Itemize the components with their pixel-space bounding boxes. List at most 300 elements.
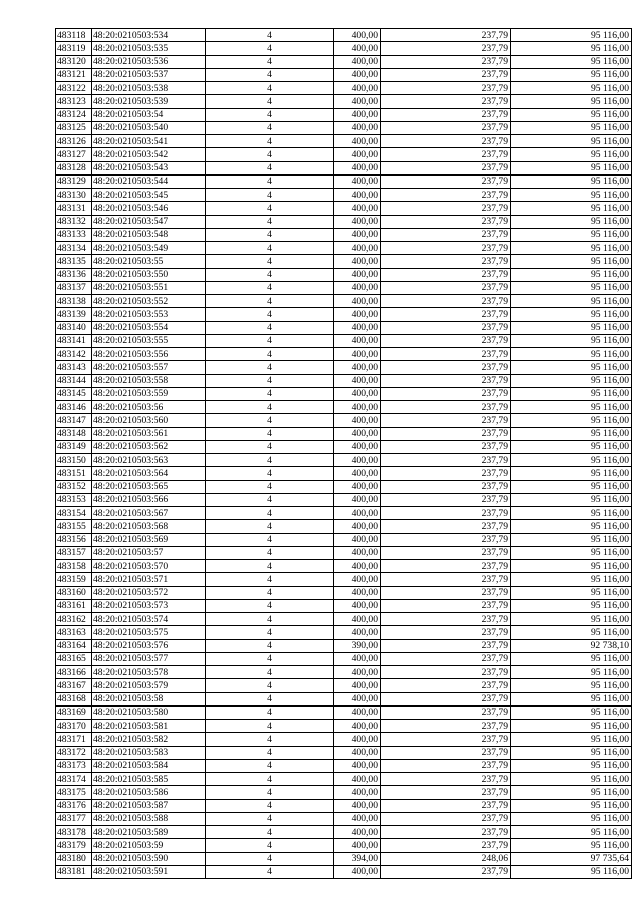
- area-value: 400,00: [334, 626, 381, 639]
- unit-rate: 237,79: [381, 826, 511, 839]
- category-code: 4: [206, 374, 334, 387]
- table-row: [56, 746, 632, 759]
- table-row: [56, 374, 632, 387]
- area-value: 400,00: [334, 148, 381, 161]
- category-code: 4: [206, 255, 334, 268]
- unit-rate: 237,79: [381, 679, 511, 692]
- row-number: 483121: [56, 68, 92, 81]
- area-value: 400,00: [334, 68, 381, 81]
- row-number: 483123: [56, 95, 92, 108]
- total-value: 95 116,00: [511, 720, 632, 733]
- category-code: 4: [206, 493, 334, 506]
- area-value: 400,00: [334, 560, 381, 573]
- row-number: 483130: [56, 189, 92, 202]
- area-value: 400,00: [334, 733, 381, 746]
- area-value: 400,00: [334, 720, 381, 733]
- area-value: 400,00: [334, 799, 381, 812]
- category-code: 4: [206, 733, 334, 746]
- row-number: 483161: [56, 599, 92, 612]
- category-code: 4: [206, 148, 334, 161]
- table-row: [56, 440, 632, 453]
- total-value: 95 116,00: [511, 826, 632, 839]
- category-code: 4: [206, 68, 334, 81]
- total-value: 95 116,00: [511, 865, 632, 878]
- row-number: 483147: [56, 414, 92, 427]
- category-code: 4: [206, 95, 334, 108]
- cadastral-number: 48:20:0210503:536: [92, 55, 206, 68]
- row-number: 483148: [56, 427, 92, 440]
- row-number: 483132: [56, 215, 92, 228]
- area-value: 400,00: [334, 215, 381, 228]
- cadastral-number: 48:20:0210503:587: [92, 799, 206, 812]
- cadastral-number: 48:20:0210503:544: [92, 175, 206, 189]
- area-value: 400,00: [334, 586, 381, 599]
- cadastral-number: 48:20:0210503:59: [92, 839, 206, 852]
- total-value: 95 116,00: [511, 255, 632, 268]
- category-code: 4: [206, 268, 334, 281]
- table-row: [56, 520, 632, 533]
- total-value: 95 116,00: [511, 427, 632, 440]
- total-value: 95 116,00: [511, 295, 632, 308]
- row-number: 483154: [56, 507, 92, 520]
- category-code: 4: [206, 652, 334, 665]
- row-number: 483165: [56, 652, 92, 665]
- row-number: 483171: [56, 733, 92, 746]
- unit-rate: 237,79: [381, 334, 511, 347]
- cadastral-number: 48:20:0210503:539: [92, 95, 206, 108]
- total-value: 95 116,00: [511, 679, 632, 692]
- category-code: 4: [206, 626, 334, 639]
- area-value: 400,00: [334, 652, 381, 665]
- cadastral-number: 48:20:0210503:552: [92, 295, 206, 308]
- cadastral-number: 48:20:0210503:54: [92, 108, 206, 121]
- row-number: 483157: [56, 546, 92, 559]
- category-code: 4: [206, 361, 334, 374]
- total-value: 95 116,00: [511, 175, 632, 189]
- unit-rate: 237,79: [381, 414, 511, 427]
- category-code: 4: [206, 215, 334, 228]
- row-number: 483120: [56, 55, 92, 68]
- area-value: 400,00: [334, 467, 381, 480]
- total-value: 95 116,00: [511, 573, 632, 586]
- category-code: 4: [206, 135, 334, 148]
- category-code: 4: [206, 692, 334, 706]
- row-number: 483158: [56, 560, 92, 573]
- cadastral-number: 48:20:0210503:558: [92, 374, 206, 387]
- total-value: 95 116,00: [511, 560, 632, 573]
- table-row: [56, 626, 632, 639]
- category-code: 4: [206, 812, 334, 825]
- area-value: 400,00: [334, 108, 381, 121]
- table-row: [56, 414, 632, 427]
- table-row: [56, 586, 632, 599]
- area-value: 400,00: [334, 55, 381, 68]
- total-value: 95 116,00: [511, 348, 632, 361]
- row-number: 483151: [56, 467, 92, 480]
- unit-rate: 237,79: [381, 202, 511, 215]
- category-code: 4: [206, 773, 334, 786]
- unit-rate: 237,79: [381, 82, 511, 95]
- unit-rate: 237,79: [381, 666, 511, 679]
- area-value: 400,00: [334, 268, 381, 281]
- cadastral-number: 48:20:0210503:547: [92, 215, 206, 228]
- total-value: 95 116,00: [511, 546, 632, 559]
- row-number: 483164: [56, 639, 92, 652]
- category-code: 4: [206, 679, 334, 692]
- cadastral-number: 48:20:0210503:549: [92, 242, 206, 255]
- row-number: 483175: [56, 786, 92, 799]
- category-code: 4: [206, 82, 334, 95]
- total-value: 95 116,00: [511, 440, 632, 453]
- area-value: 400,00: [334, 440, 381, 453]
- row-number: 483128: [56, 161, 92, 175]
- row-number: 483152: [56, 480, 92, 493]
- unit-rate: 237,79: [381, 706, 511, 720]
- area-value: 400,00: [334, 706, 381, 720]
- unit-rate: 237,79: [381, 42, 511, 55]
- area-value: 400,00: [334, 202, 381, 215]
- category-code: 4: [206, 321, 334, 334]
- row-number: 483176: [56, 799, 92, 812]
- total-value: 95 116,00: [511, 161, 632, 175]
- row-number: 483133: [56, 228, 92, 241]
- area-value: 400,00: [334, 546, 381, 559]
- category-code: 4: [206, 467, 334, 480]
- unit-rate: 237,79: [381, 533, 511, 546]
- cadastral-number: 48:20:0210503:566: [92, 493, 206, 506]
- unit-rate: 237,79: [381, 29, 511, 42]
- cadastral-number: 48:20:0210503:591: [92, 865, 206, 878]
- table-row: [56, 493, 632, 506]
- table-row: [56, 202, 632, 215]
- area-value: 400,00: [334, 255, 381, 268]
- row-number: 483163: [56, 626, 92, 639]
- category-code: 4: [206, 666, 334, 679]
- total-value: 95 116,00: [511, 135, 632, 148]
- table-row: [56, 706, 632, 720]
- total-value: 95 116,00: [511, 281, 632, 294]
- unit-rate: 237,79: [381, 95, 511, 108]
- cadastral-number: 48:20:0210503:572: [92, 586, 206, 599]
- category-code: 4: [206, 586, 334, 599]
- unit-rate: 237,79: [381, 281, 511, 294]
- total-value: 95 116,00: [511, 586, 632, 599]
- category-code: 4: [206, 639, 334, 652]
- cadastral-number: 48:20:0210503:534: [92, 29, 206, 42]
- table-row: [56, 599, 632, 612]
- table-row: [56, 454, 632, 467]
- area-value: 400,00: [334, 374, 381, 387]
- cadastral-number: 48:20:0210503:581: [92, 720, 206, 733]
- row-number: 483131: [56, 202, 92, 215]
- cadastral-number: 48:20:0210503:56: [92, 401, 206, 414]
- category-code: 4: [206, 440, 334, 453]
- row-number: 483167: [56, 679, 92, 692]
- total-value: 95 116,00: [511, 652, 632, 665]
- row-number: 483156: [56, 533, 92, 546]
- row-number: 483137: [56, 281, 92, 294]
- table-row: [56, 692, 632, 706]
- category-code: 4: [206, 242, 334, 255]
- parcel-valuation-table: [55, 28, 632, 879]
- area-value: 400,00: [334, 161, 381, 175]
- unit-rate: 237,79: [381, 493, 511, 506]
- total-value: 95 116,00: [511, 55, 632, 68]
- total-value: 95 116,00: [511, 374, 632, 387]
- cadastral-number: 48:20:0210503:542: [92, 148, 206, 161]
- cadastral-number: 48:20:0210503:563: [92, 454, 206, 467]
- unit-rate: 237,79: [381, 361, 511, 374]
- cadastral-number: 48:20:0210503:551: [92, 281, 206, 294]
- category-code: 4: [206, 161, 334, 175]
- total-value: 95 116,00: [511, 189, 632, 202]
- table-body: [56, 29, 632, 879]
- category-code: 4: [206, 228, 334, 241]
- table-row: [56, 308, 632, 321]
- table-row: [56, 68, 632, 81]
- cadastral-number: 48:20:0210503:575: [92, 626, 206, 639]
- total-value: 95 116,00: [511, 308, 632, 321]
- total-value: 95 116,00: [511, 68, 632, 81]
- category-code: 4: [206, 334, 334, 347]
- category-code: 4: [206, 865, 334, 878]
- table-row: [56, 812, 632, 825]
- row-number: 483144: [56, 374, 92, 387]
- category-code: 4: [206, 427, 334, 440]
- category-code: 4: [206, 533, 334, 546]
- row-number: 483134: [56, 242, 92, 255]
- unit-rate: 237,79: [381, 573, 511, 586]
- table-row: [56, 652, 632, 665]
- table-row: [56, 148, 632, 161]
- row-number: 483172: [56, 746, 92, 759]
- total-value: 95 116,00: [511, 706, 632, 720]
- area-value: 400,00: [334, 599, 381, 612]
- area-value: 400,00: [334, 281, 381, 294]
- cadastral-number: 48:20:0210503:565: [92, 480, 206, 493]
- row-number: 483145: [56, 387, 92, 400]
- area-value: 400,00: [334, 520, 381, 533]
- cadastral-number: 48:20:0210503:535: [92, 42, 206, 55]
- unit-rate: 237,79: [381, 374, 511, 387]
- table-row: [56, 427, 632, 440]
- unit-rate: 237,79: [381, 427, 511, 440]
- total-value: 95 116,00: [511, 493, 632, 506]
- total-value: 95 116,00: [511, 202, 632, 215]
- table-row: [56, 467, 632, 480]
- total-value: 95 116,00: [511, 786, 632, 799]
- table-row: [56, 135, 632, 148]
- row-number: 483149: [56, 440, 92, 453]
- area-value: 400,00: [334, 228, 381, 241]
- unit-rate: 237,79: [381, 865, 511, 878]
- row-number: 483139: [56, 308, 92, 321]
- total-value: 95 116,00: [511, 520, 632, 533]
- table-row: [56, 401, 632, 414]
- table-row: [56, 560, 632, 573]
- cadastral-number: 48:20:0210503:567: [92, 507, 206, 520]
- table-row: [56, 29, 632, 42]
- row-number: 483135: [56, 255, 92, 268]
- cadastral-number: 48:20:0210503:546: [92, 202, 206, 215]
- row-number: 483126: [56, 135, 92, 148]
- area-value: 400,00: [334, 82, 381, 95]
- total-value: 95 116,00: [511, 42, 632, 55]
- total-value: 95 116,00: [511, 599, 632, 612]
- unit-rate: 237,79: [381, 175, 511, 189]
- table-row: [56, 773, 632, 786]
- total-value: 95 116,00: [511, 733, 632, 746]
- category-code: 4: [206, 826, 334, 839]
- category-code: 4: [206, 202, 334, 215]
- total-value: 95 116,00: [511, 507, 632, 520]
- unit-rate: 237,79: [381, 401, 511, 414]
- cadastral-number: 48:20:0210503:577: [92, 652, 206, 665]
- row-number: 483174: [56, 773, 92, 786]
- category-code: 4: [206, 706, 334, 720]
- cadastral-number: 48:20:0210503:58: [92, 692, 206, 706]
- area-value: 400,00: [334, 692, 381, 706]
- total-value: 95 116,00: [511, 692, 632, 706]
- category-code: 4: [206, 175, 334, 189]
- table-row: [56, 82, 632, 95]
- unit-rate: 237,79: [381, 586, 511, 599]
- cadastral-number: 48:20:0210503:564: [92, 467, 206, 480]
- area-value: 400,00: [334, 533, 381, 546]
- cadastral-number: 48:20:0210503:588: [92, 812, 206, 825]
- area-value: 400,00: [334, 189, 381, 202]
- area-value: 400,00: [334, 865, 381, 878]
- cadastral-number: 48:20:0210503:579: [92, 679, 206, 692]
- area-value: 400,00: [334, 29, 381, 42]
- row-number: 483150: [56, 454, 92, 467]
- category-code: 4: [206, 55, 334, 68]
- area-value: 400,00: [334, 493, 381, 506]
- total-value: 95 116,00: [511, 321, 632, 334]
- table-row: [56, 242, 632, 255]
- table-row: [56, 720, 632, 733]
- table-row: [56, 348, 632, 361]
- row-number: 483166: [56, 666, 92, 679]
- cadastral-number: 48:20:0210503:556: [92, 348, 206, 361]
- row-number: 483129: [56, 175, 92, 189]
- unit-rate: 237,79: [381, 507, 511, 520]
- cadastral-number: 48:20:0210503:541: [92, 135, 206, 148]
- cadastral-number: 48:20:0210503:589: [92, 826, 206, 839]
- unit-rate: 237,79: [381, 228, 511, 241]
- row-number: 483169: [56, 706, 92, 720]
- area-value: 400,00: [334, 480, 381, 493]
- cadastral-number: 48:20:0210503:557: [92, 361, 206, 374]
- category-code: 4: [206, 520, 334, 533]
- table-row: [56, 334, 632, 347]
- category-code: 4: [206, 573, 334, 586]
- total-value: 95 116,00: [511, 387, 632, 400]
- category-code: 4: [206, 42, 334, 55]
- cadastral-number: 48:20:0210503:545: [92, 189, 206, 202]
- unit-rate: 237,79: [381, 268, 511, 281]
- total-value: 95 116,00: [511, 121, 632, 134]
- table-row: [56, 666, 632, 679]
- table-row: [56, 613, 632, 626]
- unit-rate: 237,79: [381, 108, 511, 121]
- unit-rate: 237,79: [381, 839, 511, 852]
- area-value: 400,00: [334, 308, 381, 321]
- cadastral-number: 48:20:0210503:570: [92, 560, 206, 573]
- cadastral-number: 48:20:0210503:576: [92, 639, 206, 652]
- unit-rate: 237,79: [381, 560, 511, 573]
- cadastral-number: 48:20:0210503:573: [92, 599, 206, 612]
- table-row: [56, 546, 632, 559]
- unit-rate: 237,79: [381, 733, 511, 746]
- unit-rate: 237,79: [381, 55, 511, 68]
- row-number: 483140: [56, 321, 92, 334]
- table-row: [56, 281, 632, 294]
- row-number: 483179: [56, 839, 92, 852]
- area-value: 400,00: [334, 175, 381, 189]
- unit-rate: 237,79: [381, 626, 511, 639]
- cadastral-number: 48:20:0210503:562: [92, 440, 206, 453]
- cadastral-number: 48:20:0210503:580: [92, 706, 206, 720]
- area-value: 400,00: [334, 759, 381, 772]
- total-value: 95 116,00: [511, 401, 632, 414]
- row-number: 483178: [56, 826, 92, 839]
- unit-rate: 248,06: [381, 852, 511, 865]
- row-number: 483170: [56, 720, 92, 733]
- row-number: 483177: [56, 812, 92, 825]
- area-value: 400,00: [334, 666, 381, 679]
- total-value: 95 116,00: [511, 215, 632, 228]
- cadastral-number: 48:20:0210503:578: [92, 666, 206, 679]
- total-value: 95 116,00: [511, 839, 632, 852]
- table-row: [56, 639, 632, 652]
- cadastral-number: 48:20:0210503:583: [92, 746, 206, 759]
- cadastral-number: 48:20:0210503:538: [92, 82, 206, 95]
- total-value: 92 738,10: [511, 639, 632, 652]
- unit-rate: 237,79: [381, 135, 511, 148]
- unit-rate: 237,79: [381, 639, 511, 652]
- area-value: 400,00: [334, 812, 381, 825]
- category-code: 4: [206, 29, 334, 42]
- cadastral-number: 48:20:0210503:585: [92, 773, 206, 786]
- cadastral-number: 48:20:0210503:574: [92, 613, 206, 626]
- total-value: 95 116,00: [511, 334, 632, 347]
- area-value: 400,00: [334, 334, 381, 347]
- cadastral-number: 48:20:0210503:586: [92, 786, 206, 799]
- category-code: 4: [206, 852, 334, 865]
- unit-rate: 237,79: [381, 242, 511, 255]
- area-value: 400,00: [334, 387, 381, 400]
- table-row: [56, 786, 632, 799]
- category-code: 4: [206, 108, 334, 121]
- category-code: 4: [206, 613, 334, 626]
- unit-rate: 237,79: [381, 121, 511, 134]
- cadastral-number: 48:20:0210503:569: [92, 533, 206, 546]
- category-code: 4: [206, 546, 334, 559]
- category-code: 4: [206, 414, 334, 427]
- unit-rate: 237,79: [381, 759, 511, 772]
- total-value: 95 116,00: [511, 666, 632, 679]
- unit-rate: 237,79: [381, 148, 511, 161]
- unit-rate: 237,79: [381, 480, 511, 493]
- total-value: 95 116,00: [511, 759, 632, 772]
- table-row: [56, 42, 632, 55]
- row-number: 483153: [56, 493, 92, 506]
- category-code: 4: [206, 308, 334, 321]
- total-value: 95 116,00: [511, 467, 632, 480]
- row-number: 483155: [56, 520, 92, 533]
- area-value: 400,00: [334, 414, 381, 427]
